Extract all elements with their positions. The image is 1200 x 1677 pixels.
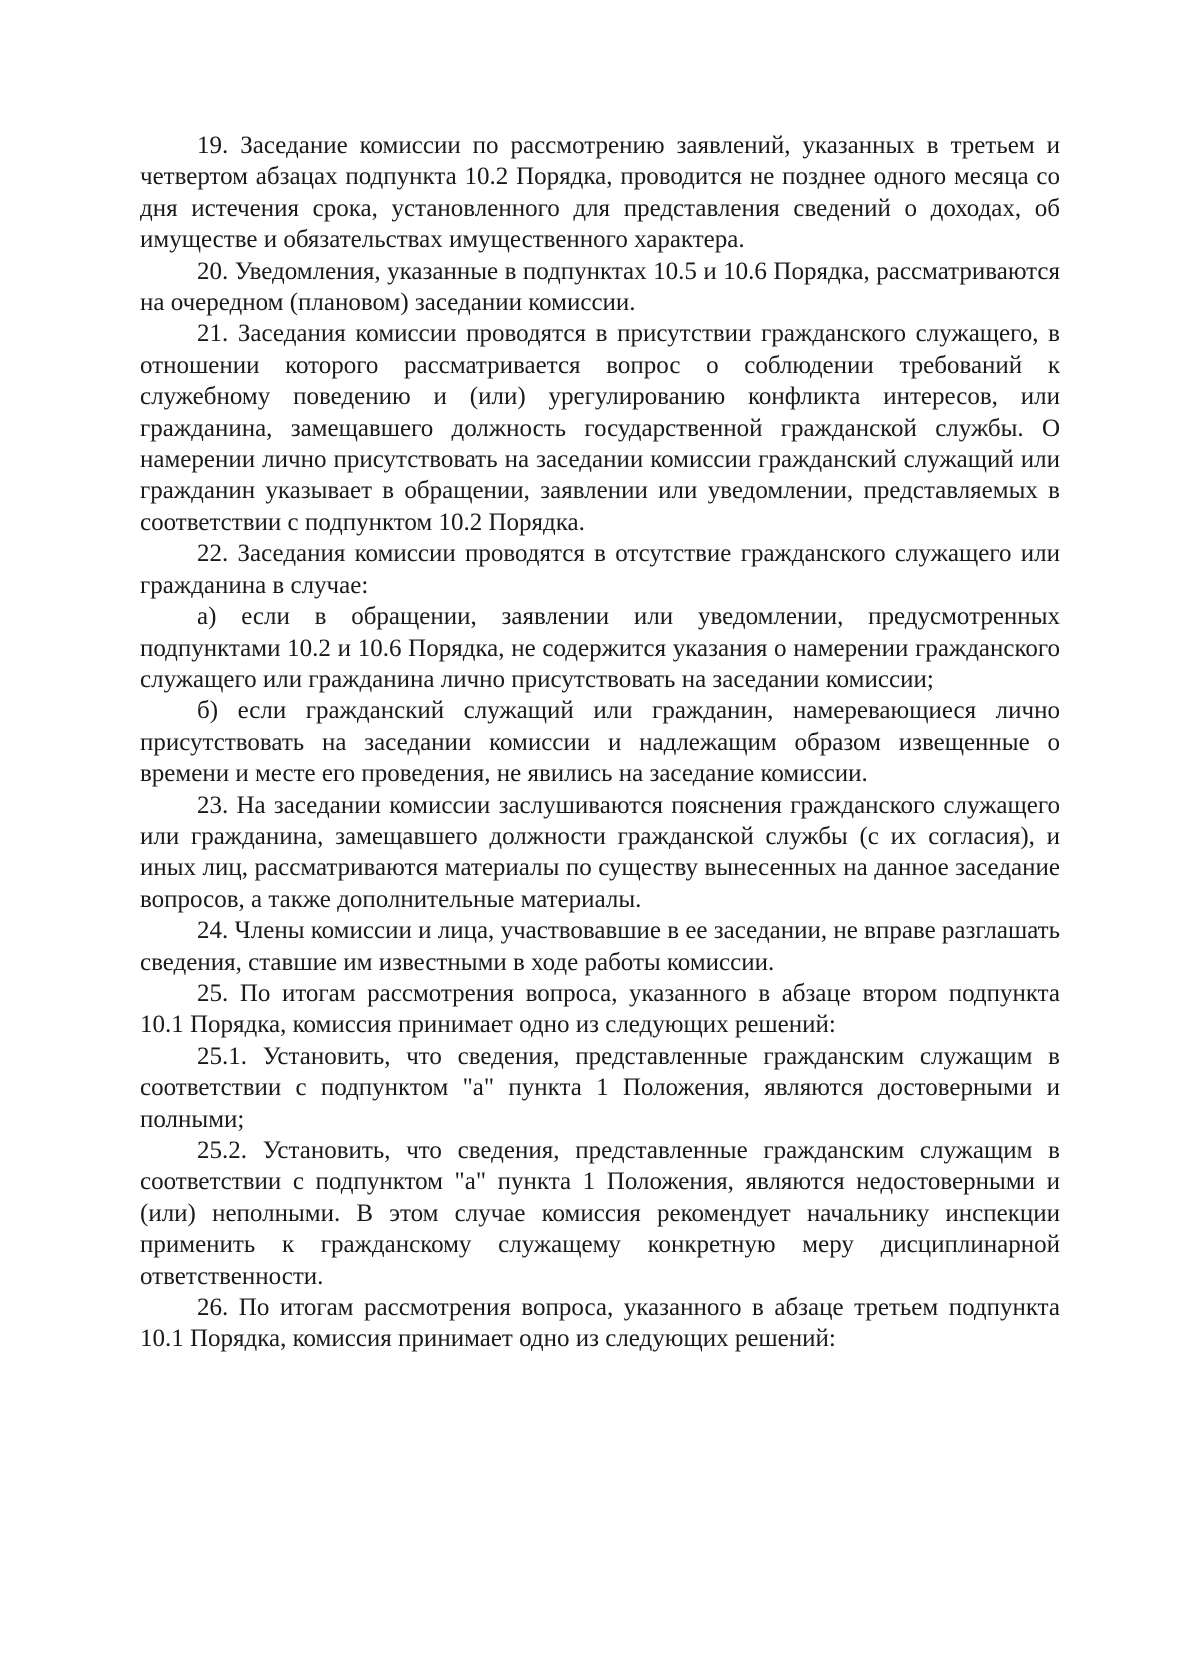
paragraph-19: 19. Заседание комиссии по рассмотрению заявлений, указанных в третьем и четвертом абзацах подпункта 10.2 Порядка, проводится не позднее одного месяца со дня истечения срока, установленного для представления сведений о доходах, об имуществе и обязательствах имущественного характера.	[140, 132, 1060, 254]
paragraph-26: 26. По итогам рассмотрения вопроса, указанного в абзаце третьем подпункта 10.1 Порядка, комиссия принимает одно из следующих решений:	[140, 1294, 1060, 1353]
paragraph-22-b: б) если гражданский служащий или гражданин, намеревающиеся лично присутствовать на заседании комиссии и надлежащим образом извещенные о времени и месте его проведения, не явились на заседание комиссии.	[140, 697, 1060, 788]
paragraph-25-2: 25.2. Установить, что сведения, представленные гражданским служащим в соответствии с подпунктом "а" пункта 1 Положения, являются недостоверными и (или) неполными. В этом случае комиссия рекомендует начальнику инспекции применить к гражданскому служащему конкретную меру дисциплинарной ответственности.	[140, 1137, 1060, 1290]
paragraph-22: 22. Заседания комиссии проводятся в отсутствие гражданского служащего или гражданина в случае:	[140, 540, 1060, 599]
paragraph-21: 21. Заседания комиссии проводятся в присутствии гражданского служащего, в отношении которого рассматривается вопрос о соблюдении требований к служебному поведению и (или) урегулированию конфликта интересов, или гражданина, замещавшего должность государственной гражданской службы. О намерении лично присутствовать на заседании комиссии гражданский служащий или гражданин указывает в обращении, заявлении или уведомлении, представляемых в соответствии с подпунктом 10.2 Порядка.	[140, 320, 1060, 536]
paragraph-24: 24. Члены комиссии и лица, участвовавшие в ее заседании, не вправе разглашать сведения, ставшие им известными в ходе работы комиссии.	[140, 917, 1060, 976]
paragraph-20: 20. Уведомления, указанные в подпунктах 10.5 и 10.6 Порядка, рассматриваются на очередном (плановом) заседании комиссии.	[140, 257, 1060, 317]
paragraph-25-1: 25.1. Установить, что сведения, представленные гражданским служащим в соответствии с подпунктом "а" пункта 1 Положения, являются достоверными и полными;	[140, 1042, 1060, 1133]
paragraph-23: 23. На заседании комиссии заслушиваются пояснения гражданского служащего или гражданина, замещавшего должности гражданской службы (с их согласия), и иных лиц, рассматриваются материалы по существу вынесенных на данное заседание вопросов, а также дополнительные материалы.	[140, 791, 1060, 913]
paragraph-25: 25. По итогам рассмотрения вопроса, указанного в абзаце втором подпункта 10.1 Порядка, комиссия принимает одно из следующих решений:	[140, 979, 1060, 1039]
paragraph-22-a: а) если в обращении, заявлении или уведомлении, предусмотренных подпунктами 10.2 и 10.6 Порядка, не содержится указания о намерении гражданского служащего или гражданина лично присутствовать на заседании комиссии;	[140, 603, 1060, 693]
document-body	[140, 130, 1060, 1355]
